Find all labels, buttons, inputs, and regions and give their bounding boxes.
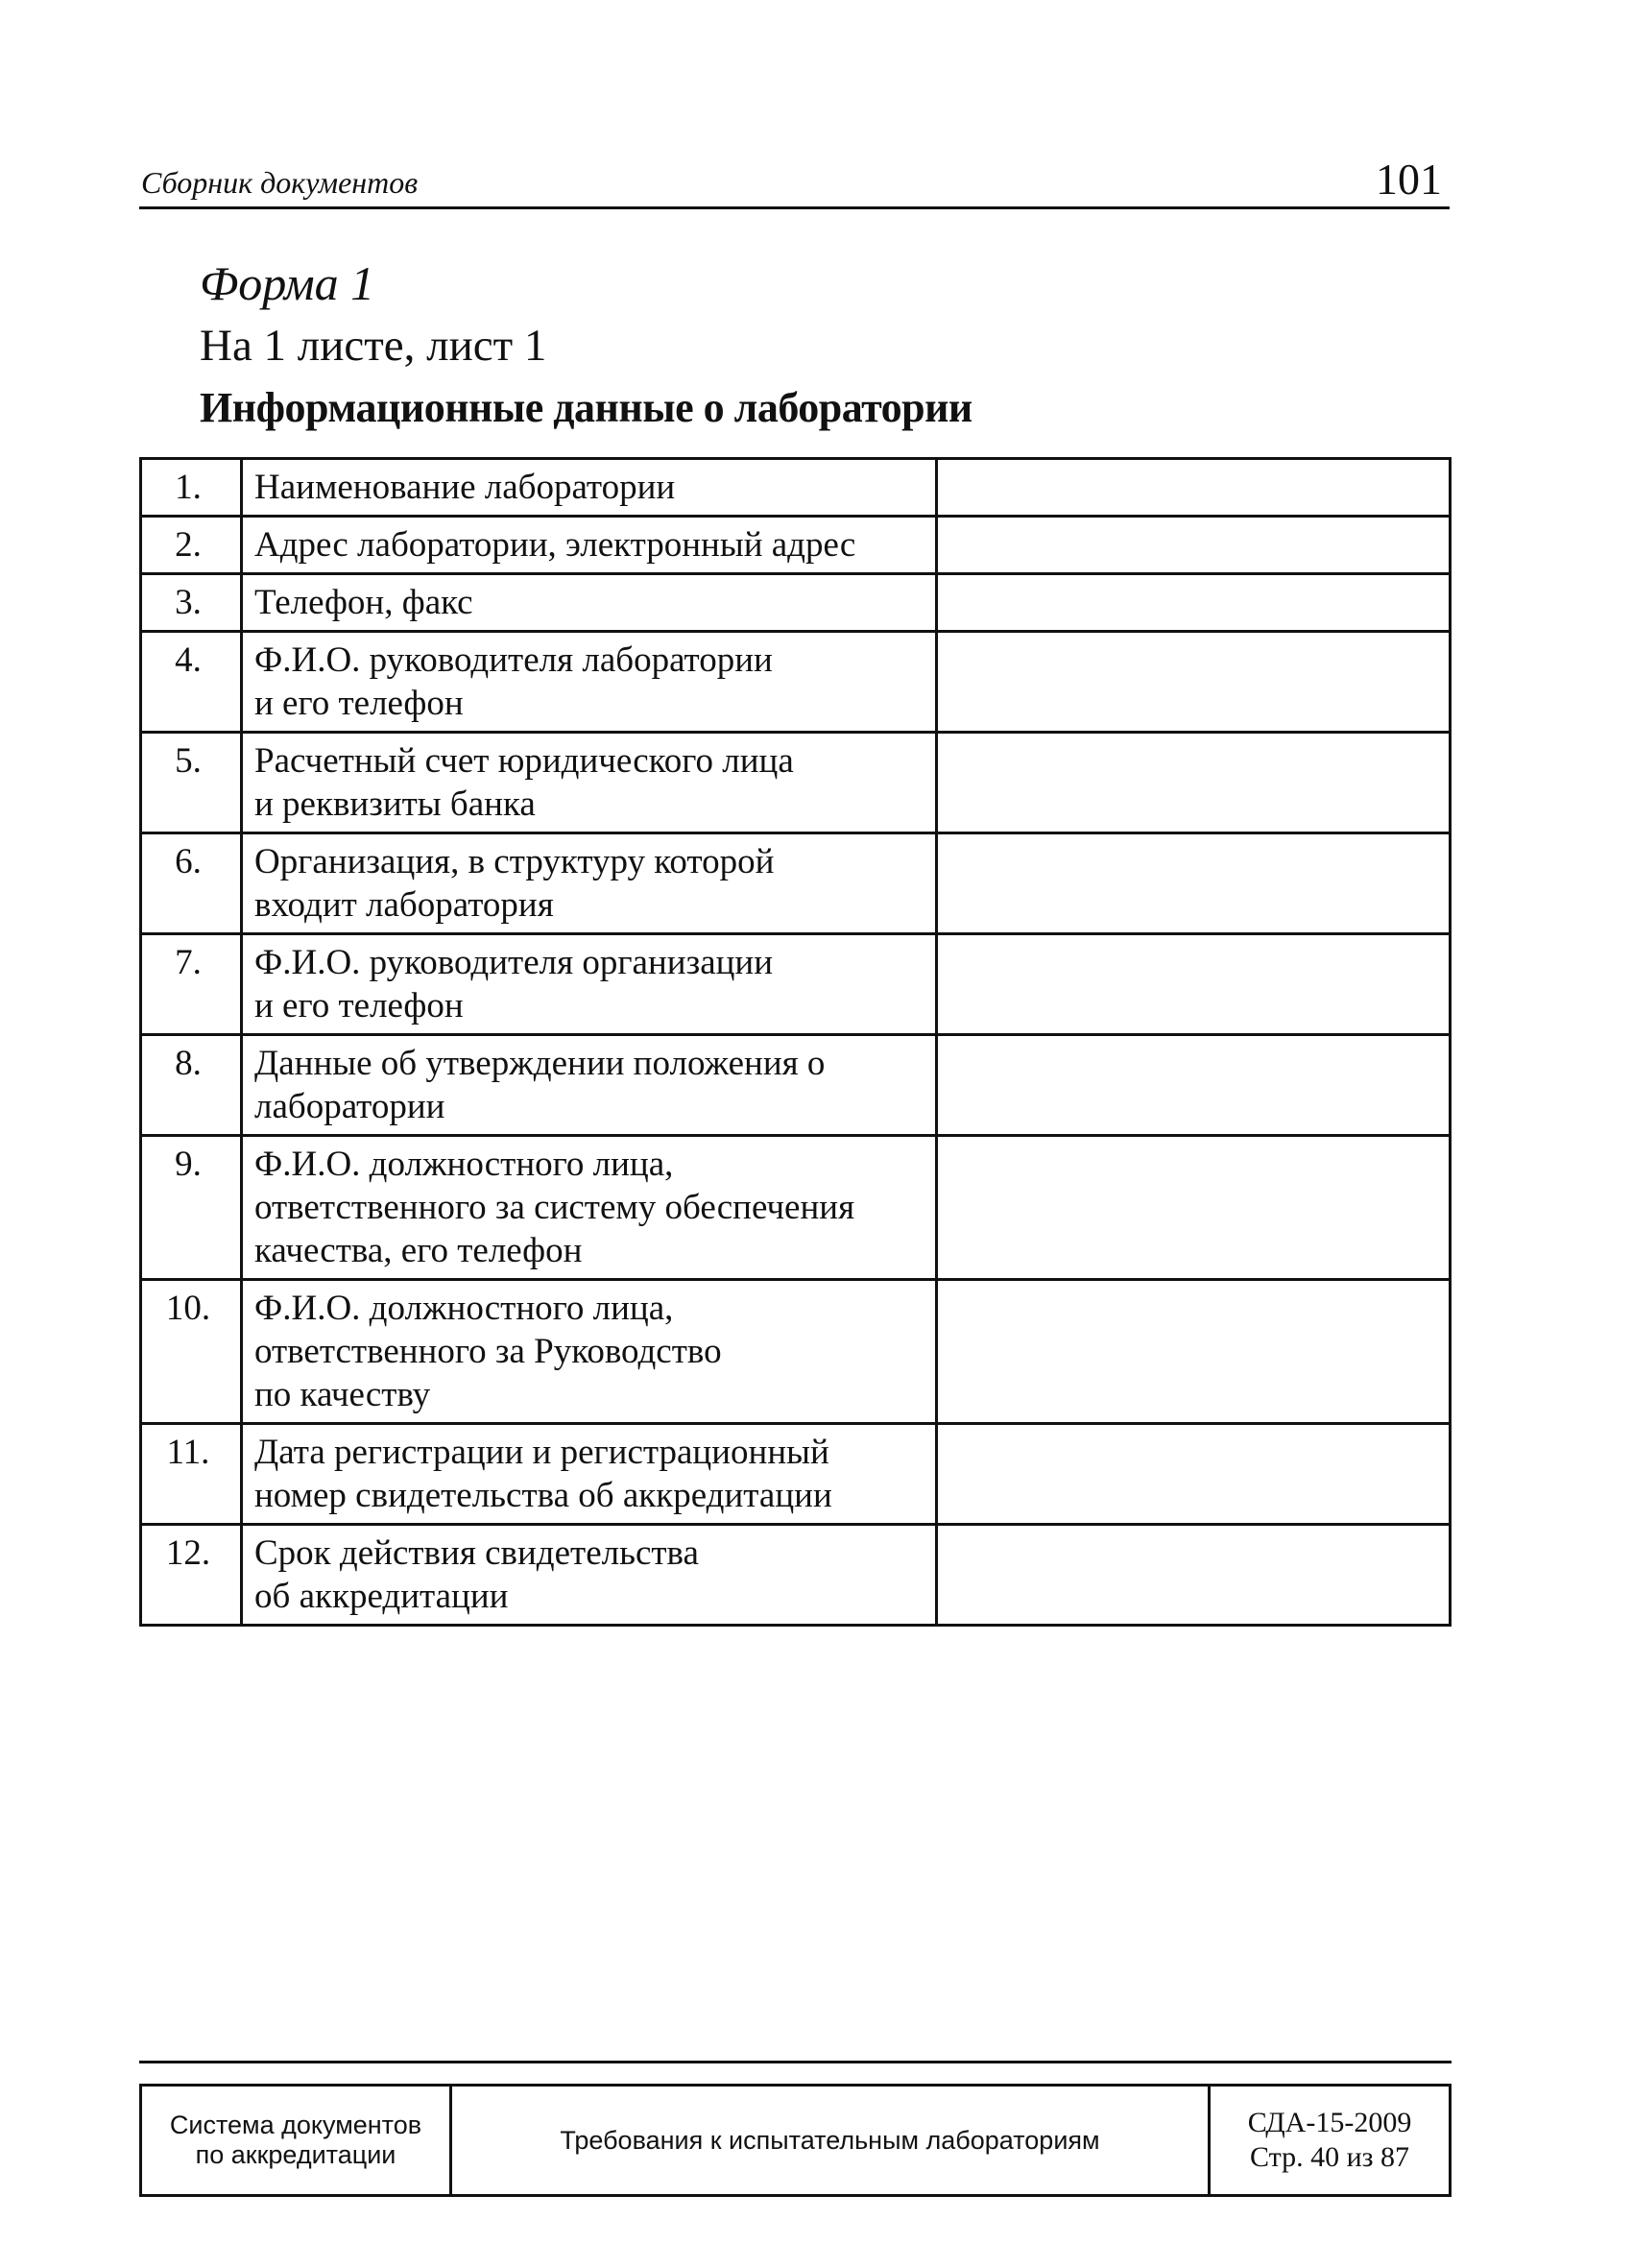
row-field-name (242, 1035, 937, 1136)
field-name-line: об аккредитации (254, 1577, 509, 1616)
field-name-line: Ф.И.О. руководителя организации (254, 943, 774, 982)
row-value-cell[interactable] (937, 733, 1451, 833)
row-field-name (242, 517, 937, 574)
field-name-line: Телефон, факс (254, 583, 473, 622)
row-field-name (242, 1424, 937, 1525)
row-field-name (242, 934, 937, 1035)
row-value-cell[interactable] (937, 459, 1451, 517)
row-number: 12. (141, 1525, 242, 1626)
field-name-line: Наименование лаборатории (254, 468, 676, 507)
row-number: 2. (141, 517, 242, 574)
laboratory-info-table (139, 457, 1452, 1627)
row-value-cell[interactable] (937, 1136, 1451, 1280)
row-field-name (242, 833, 937, 934)
row-number: 4. (141, 632, 242, 733)
row-number: 7. (141, 934, 242, 1035)
footer-doc-code (1210, 2086, 1451, 2196)
field-name-line: и его телефон (254, 986, 464, 1025)
footer-system-line: по аккредитации (195, 2140, 396, 2169)
row-field-name (242, 1280, 937, 1424)
footer-doc-title: Требования к испытательным лабораториям (451, 2086, 1210, 2196)
table-row (141, 733, 1451, 833)
row-value-cell[interactable] (937, 833, 1451, 934)
row-number: 1. (141, 459, 242, 517)
row-value-cell[interactable] (937, 517, 1451, 574)
row-value-cell[interactable] (937, 1035, 1451, 1136)
row-field-name (242, 632, 937, 733)
field-name-line: Ф.И.О. должностного лица, (254, 1145, 674, 1184)
table-row (141, 459, 1451, 517)
row-value-cell[interactable] (937, 632, 1451, 733)
form-label: Форма 1 (200, 256, 375, 310)
laboratory-info-table-body (141, 459, 1451, 1626)
field-name-line: ответственного за систему обеспечения (254, 1188, 855, 1227)
field-name-line: номер свидетельства об аккредитации (254, 1476, 832, 1515)
page-header (139, 154, 1450, 209)
field-name-line: качества, его телефон (254, 1231, 583, 1270)
field-name-line: лаборатории (254, 1087, 445, 1126)
row-number: 6. (141, 833, 242, 934)
collection-title: Сборник документов (141, 165, 419, 200)
row-number: 9. (141, 1136, 242, 1280)
table-row (141, 1424, 1451, 1525)
table-row (141, 1035, 1451, 1136)
row-field-name (242, 459, 937, 517)
field-name-line: входит лаборатория (254, 885, 554, 925)
field-name-line: Дата регистрации и регистрационный (254, 1433, 829, 1472)
page-number: 101 (1376, 155, 1442, 204)
row-value-cell[interactable] (937, 1424, 1451, 1525)
field-name-line: Адрес лаборатории, электронный адрес (254, 525, 856, 565)
row-number: 5. (141, 733, 242, 833)
field-name-line: и реквизиты банка (254, 784, 536, 824)
field-name-line: Организация, в структуру которой (254, 842, 775, 881)
footer-row (141, 2086, 1451, 2196)
document-footer (139, 2084, 1452, 2197)
form-title: Информационные данные о лаборатории (200, 384, 972, 431)
table-row (141, 934, 1451, 1035)
row-field-name (242, 733, 937, 833)
table-row (141, 517, 1451, 574)
footer-code: СДА-15-2009 (1247, 2107, 1412, 2138)
field-name-line: Срок действия свидетельства (254, 1533, 699, 1573)
row-value-cell[interactable] (937, 934, 1451, 1035)
row-field-name (242, 574, 937, 632)
table-row (141, 1525, 1451, 1626)
row-number: 8. (141, 1035, 242, 1136)
table-row (141, 833, 1451, 934)
row-number: 10. (141, 1280, 242, 1424)
row-value-cell[interactable] (937, 1280, 1451, 1424)
table-row (141, 1280, 1451, 1424)
table-row (141, 632, 1451, 733)
field-name-line: Данные об утверждении положения о (254, 1044, 826, 1083)
form-heading (200, 252, 972, 440)
row-number: 3. (141, 574, 242, 632)
field-name-line: и его телефон (254, 684, 464, 723)
field-name-line: Ф.И.О. руководителя лаборатории (254, 640, 773, 680)
form-sheet-info: На 1 листе, лист 1 (200, 321, 547, 371)
footer-page: Стр. 40 из 87 (1250, 2141, 1409, 2173)
row-value-cell[interactable] (937, 574, 1451, 632)
row-value-cell[interactable] (937, 1525, 1451, 1626)
row-field-name (242, 1136, 937, 1280)
field-name-line: Ф.И.О. должностного лица, (254, 1289, 674, 1328)
field-name-line: по качеству (254, 1375, 431, 1414)
table-row (141, 574, 1451, 632)
field-name-line: Расчетный счет юридического лица (254, 741, 794, 781)
row-field-name (242, 1525, 937, 1626)
row-number: 11. (141, 1424, 242, 1525)
footer-system (141, 2086, 451, 2196)
footer-system-line: Система документов (169, 2111, 422, 2139)
field-name-line: ответственного за Руководство (254, 1332, 722, 1371)
footer-divider (139, 2061, 1452, 2063)
table-row (141, 1136, 1451, 1280)
